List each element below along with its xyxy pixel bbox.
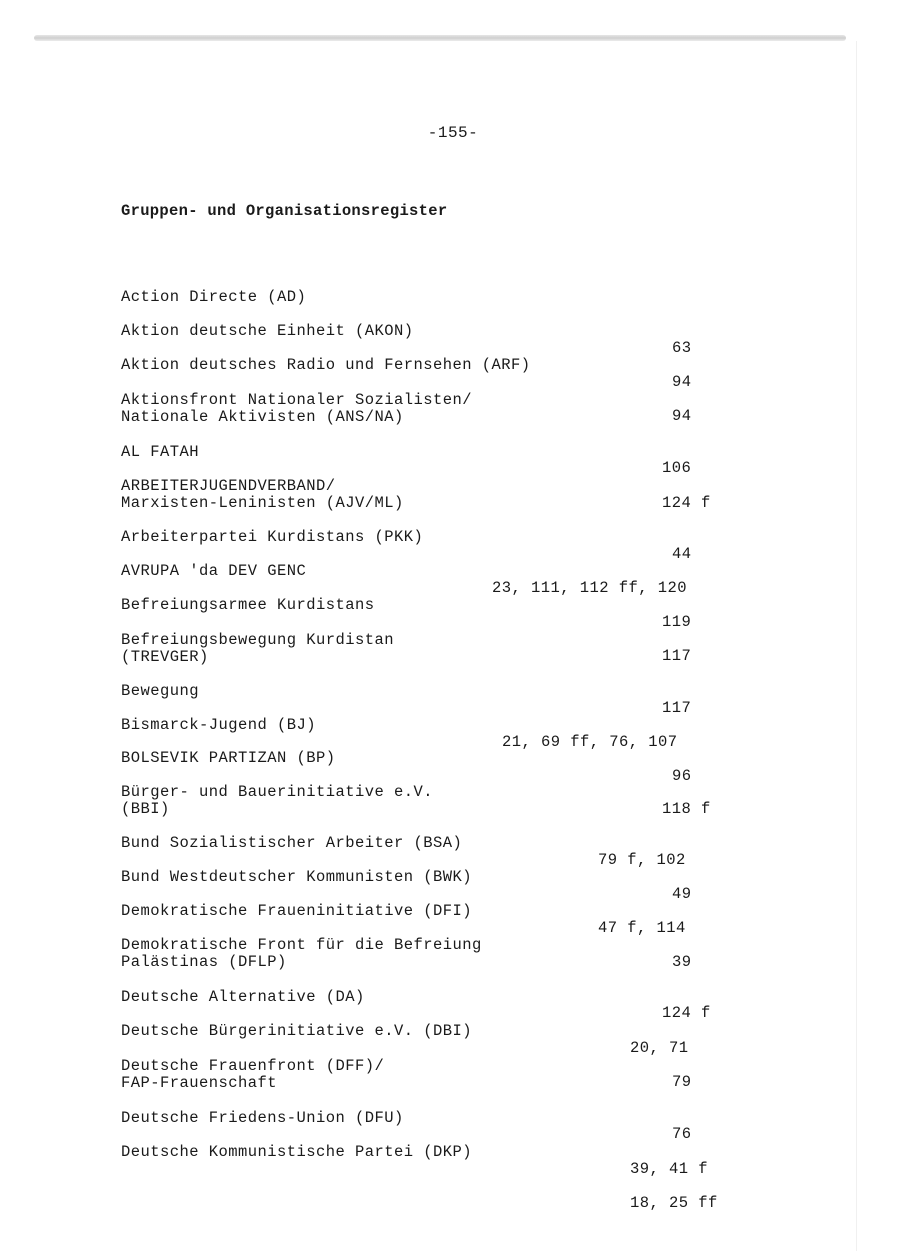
entry-pages: 124 f xyxy=(662,1004,711,1022)
entry-pages: 23, 111, 112 ff, 120 xyxy=(492,579,688,597)
entry-pages: 96 xyxy=(672,767,692,785)
entry-name: Demokratische Fraueninitiative (DFI) xyxy=(121,902,473,920)
register-entry xyxy=(121,1110,741,1212)
entry-pages: 21, 69 ff, 76, 107 xyxy=(502,733,678,751)
entry-pages: 76 xyxy=(672,1125,692,1143)
entry-name: Bund Westdeutscher Kommunisten (BWK) xyxy=(121,868,473,886)
entry-name: Bewegung xyxy=(121,682,200,700)
entry-name: Aktion deutsches Radio und Fernsehen (ARF) xyxy=(121,356,531,374)
entry-name: Arbeiterpartei Kurdistans (PKK) xyxy=(121,528,424,546)
entry-pages: 118 f xyxy=(662,800,711,818)
entry-pages: 119 xyxy=(662,613,692,631)
entry-name: Deutsche Frauenfront (DFF)/ FAP-Frauenschaft xyxy=(121,1057,385,1092)
entry-name: Bund Sozialistischer Arbeiter (BSA) xyxy=(121,834,463,852)
entry-name: Befreiungsarmee Kurdistans xyxy=(121,596,375,614)
entry-pages: 18, 25 ff xyxy=(630,1194,718,1212)
entry-pages: 124 f xyxy=(662,494,711,512)
entry-name: ARBEITERJUGENDVERBAND/ Marxisten-Leninisten (AJV/ML) xyxy=(121,477,404,512)
entry-pages: 39, 41 f xyxy=(630,1160,709,1178)
entry-name: AVRUPA 'da DEV GENC xyxy=(121,562,307,580)
entry-name: Deutsche Alternative (DA) xyxy=(121,988,365,1006)
entry-name: Bürger- und Bauerinitiative e.V. (BBI) xyxy=(121,783,434,818)
entry-pages: 94 xyxy=(672,373,692,391)
entry-name: Aktion deutsche Einheit (AKON) xyxy=(121,322,414,340)
entry-pages: 94 xyxy=(672,407,692,425)
entry-pages: 79 xyxy=(672,1073,692,1091)
entry-name: Demokratische Front für die Befreiung Palästinas (DFLP) xyxy=(121,936,482,971)
entry-name: Befreiungsbewegung Kurdistan (TREVGER) xyxy=(121,631,395,666)
register-title: Gruppen- und Organisationsregister xyxy=(121,202,448,220)
entry-pages: 117 xyxy=(662,647,692,665)
entry-name: Deutsche Kommunistische Partei (DKP) xyxy=(121,1143,473,1161)
entry-name: Bismarck-Jugend (BJ) xyxy=(121,716,317,734)
entry-pages: 44 xyxy=(672,545,692,563)
entry-name: Action Directe (AD) xyxy=(121,288,307,306)
entry-pages: 20, 71 xyxy=(630,1039,689,1057)
page-number: -155- xyxy=(427,124,479,142)
entry-name: Aktionsfront Nationaler Sozialisten/ Nationale Aktivisten (ANS/NA) xyxy=(121,391,473,426)
entry-pages: 47 f, 114 xyxy=(598,919,686,937)
entry-pages: 79 f, 102 xyxy=(598,851,686,869)
entry-name: AL FATAH xyxy=(121,443,200,461)
entry-pages: 39 xyxy=(672,953,692,971)
entry-pages: 117 xyxy=(662,699,692,717)
entry-name: Deutsche Bürgerinitiative e.V. (DBI) xyxy=(121,1022,473,1040)
entry-pages: 49 xyxy=(672,885,692,903)
entry-pages: 63 xyxy=(672,339,692,357)
entry-name: BOLSEVIK PARTIZAN (BP) xyxy=(121,749,336,767)
entry-name: Deutsche Friedens-Union (DFU) xyxy=(121,1109,404,1127)
entry-pages: 106 xyxy=(662,459,692,477)
